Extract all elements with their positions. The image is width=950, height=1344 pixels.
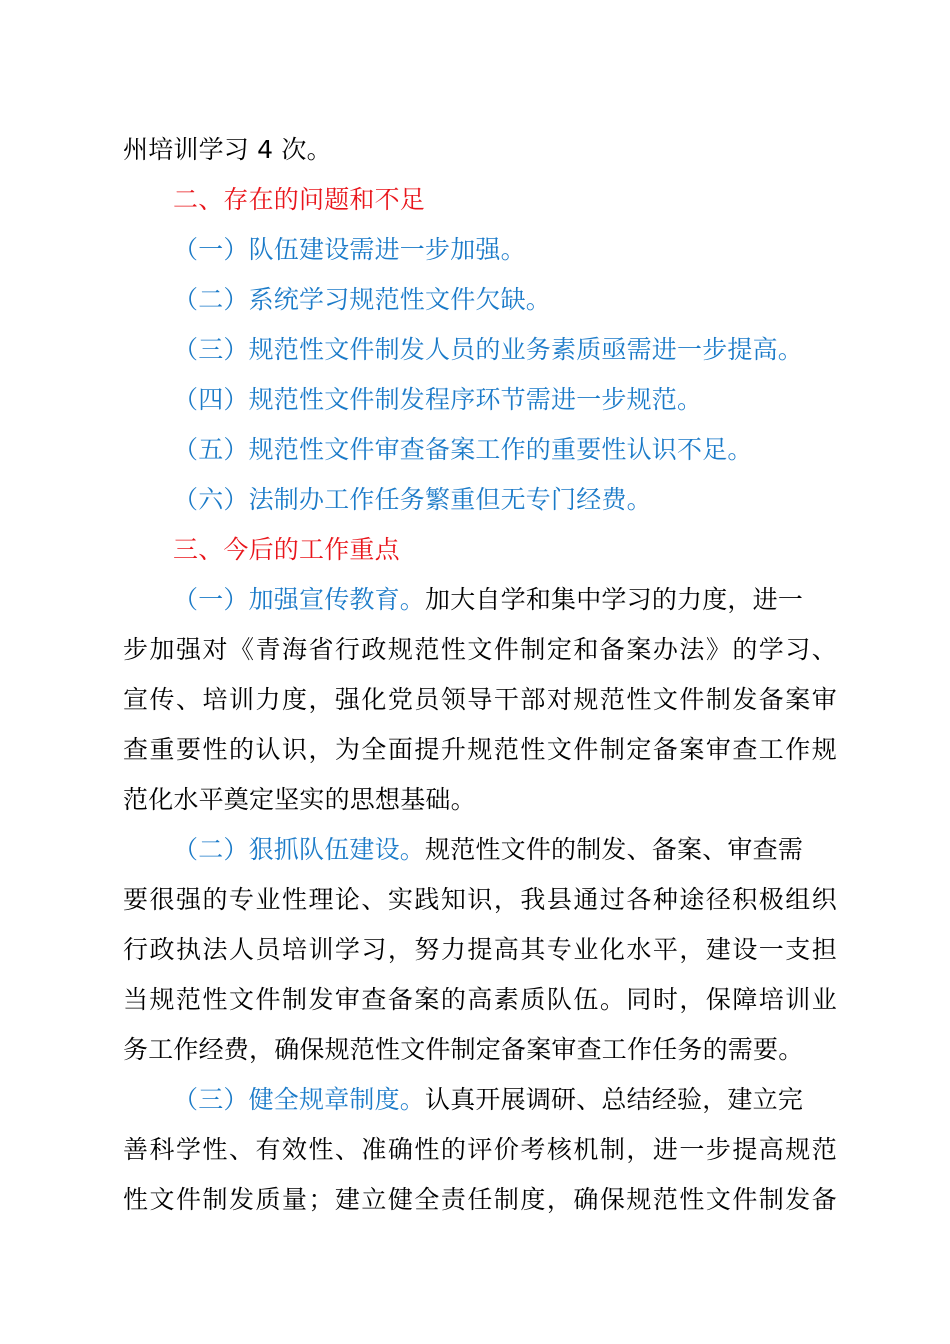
paragraph-1-line: 范化水平奠定坚实的思想基础。 xyxy=(123,785,476,814)
paragraph-2-line: 行政执法人员培训学习，努力提高其专业化水平，建设一支担 xyxy=(123,935,837,964)
continuation-text: 州培训学习 4 次。 xyxy=(123,135,332,164)
paragraph-2-line: 当规范性文件制发审查备案的高素质队伍。同时，保障培训业 xyxy=(123,985,837,1014)
paragraph-2-text: 规范性文件的制发、备案、审查需 xyxy=(425,835,804,864)
paragraph-3-text: 认真开展调研、总结经验，建立完 xyxy=(425,1085,804,1114)
problem-item: （一）队伍建设需进一步加强。 xyxy=(173,235,526,264)
problem-item: （三）规范性文件制发人员的业务素质亟需进一步提高。 xyxy=(173,335,804,364)
paragraph-3-line: 性文件制发质量；建立健全责任制度，确保规范性文件制发备 xyxy=(123,1185,837,1214)
paragraph-2-line: 务工作经费，确保规范性文件制定备案审查工作任务的需要。 xyxy=(123,1035,804,1064)
paragraph-1-text: 加大自学和集中学习的力度，进一 xyxy=(425,585,804,614)
problem-item: （二）系统学习规范性文件欠缺。 xyxy=(173,285,552,314)
paragraph-2-first-line xyxy=(173,833,837,867)
paragraph-2-title: （二）狠抓队伍建设。 xyxy=(173,835,426,864)
paragraph-3-first-line xyxy=(173,1083,837,1117)
problem-item: （四）规范性文件制发程序环节需进一步规范。 xyxy=(173,385,703,414)
section-heading-problems: 二、存在的问题和不足 xyxy=(173,185,426,214)
paragraph-1-line: 宣传、培训力度，强化党员领导干部对规范性文件制发备案审 xyxy=(123,685,837,714)
paragraph-2-line: 要很强的专业性理论、实践知识，我县通过各种途径积极组织 xyxy=(123,885,837,914)
section-heading-priorities: 三、今后的工作重点 xyxy=(173,535,400,564)
paragraph-1-line: 查重要性的认识，为全面提升规范性文件制定备案审查工作规 xyxy=(123,735,837,764)
paragraph-1-first-line xyxy=(173,583,837,617)
paragraph-1-title: （一）加强宣传教育。 xyxy=(173,585,426,614)
paragraph-1-line: 步加强对《青海省行政规范性文件制定和备案办法》的学习、 xyxy=(123,635,837,664)
paragraph-3-title: （三）健全规章制度。 xyxy=(173,1085,426,1114)
problem-item: （五）规范性文件审查备案工作的重要性认识不足。 xyxy=(173,435,753,464)
paragraph-3-line: 善科学性、有效性、准确性的评价考核机制，进一步提高规范 xyxy=(123,1135,837,1164)
problem-item: （六）法制办工作任务繁重但无专门经费。 xyxy=(173,485,652,514)
